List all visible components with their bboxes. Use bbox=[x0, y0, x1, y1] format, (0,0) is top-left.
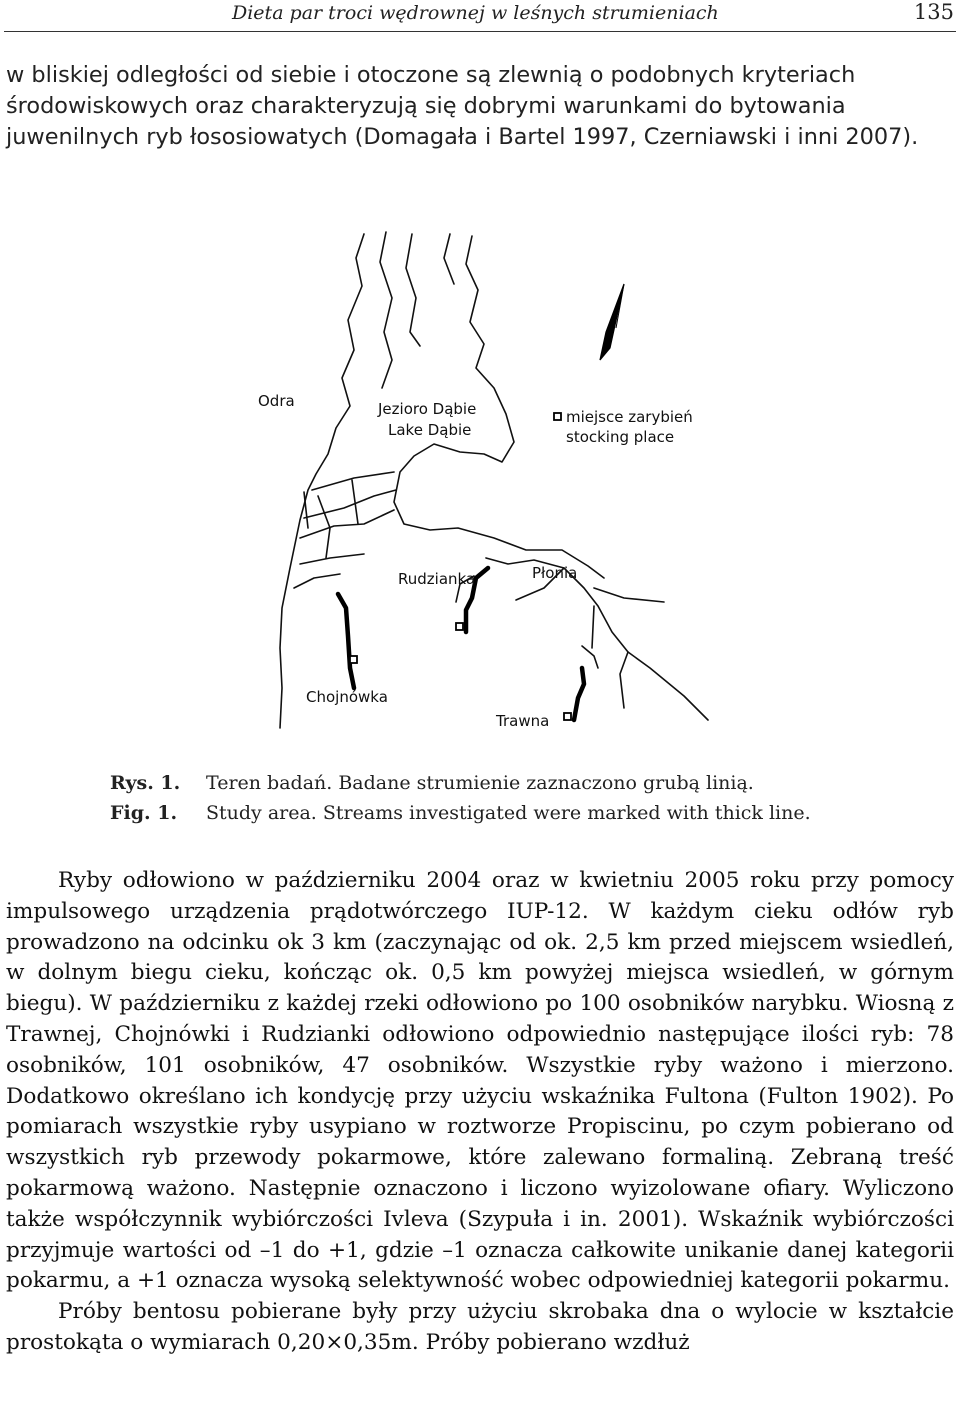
legend-label-en: stocking place bbox=[566, 428, 675, 446]
caption-row-pl bbox=[110, 768, 811, 798]
body-text bbox=[6, 866, 954, 1359]
river-bank-b bbox=[406, 234, 420, 346]
label-lake-pl: Jezioro Dąbie bbox=[378, 400, 477, 418]
running-title: Dieta par troci wędrownej w leśnych strumieniach bbox=[232, 2, 719, 24]
label-rudzianka: Rudzianka bbox=[398, 570, 476, 588]
header-rule bbox=[4, 31, 956, 32]
study-area-map bbox=[244, 228, 712, 738]
caption-row-en bbox=[110, 798, 811, 828]
label-plonia: Płonia bbox=[532, 564, 578, 582]
trawna-stream bbox=[574, 668, 584, 720]
figure-caption bbox=[110, 768, 811, 828]
caption-text-pl: Teren badań. Badane strumienie zaznaczono grubą linią. bbox=[206, 772, 754, 794]
page-number: 135 bbox=[913, 0, 954, 24]
stocking-marker-chojnowka bbox=[350, 656, 357, 663]
river-bank-a bbox=[380, 232, 392, 388]
chojnowka-stream bbox=[338, 594, 354, 688]
caption-text-en: Study area. Streams investigated were marked with thick line. bbox=[206, 802, 811, 824]
caption-label-en: Fig. 1. bbox=[110, 802, 178, 824]
body-paragraph-2: Próby bentosu pobierane były przy użyciu skrobaka dna o wylocie w kształcie prostokąta o wymiarach 0,20×0,35m. Próby pobierano wzdłuż bbox=[6, 1299, 954, 1355]
body-paragraph-1: Ryby odłowiono w październiku 2004 oraz w kwietniu 2005 roku przy pomocy impulsowego urządzenia prądotwórczego IUP-12. W każdym cieku odłów ryb prowadzono na odcinku ok 3 km (zaczynając od ok. 2,5 km przed miejscem wsiedleń, w dolnym biegu cieku, kończąc ok. 0,5 km powyżej miejsca wsiedleń, w górnym biegu). W październiku z każdej rzeki odłowiono po 100 osobników narybku. Wiosną z Trawnej, Chojnówki i Rudzianki odłowiono odpowiednio następujące ilości ryb: 78 osobników, 101 osobników, 47 osobników. Wszystkie ryby ważono i mierzono. Dodatkowo określano ich kondycję przy użyciu wskaźnika Fultona (Fulton 1902). Po pomiarach wszystkie ryby usypiano w roztworze Propiscinu, po czym pobierano od wszystkich ryb przewody pokarmowe, które zalewano formaliną. Zebraną treść pokarmową ważono. Następnie oznaczono i liczono wyizolowane ofiary. Wyliczono także współczynnik wybiórczości Ivleva (Szypuła i in. 2001). Wskaźnik wybiórczości przyjmuje wartości od –1 do +1, gdzie –1 oznacza całkowite unikanie danej kategorii pokarmu, a +1 oznacza wysoką selektywność wobec odpowiedniej kategorii pokarmu. bbox=[6, 868, 954, 1294]
stocking-marker-rudzianka bbox=[456, 623, 463, 630]
plonia-river bbox=[486, 558, 708, 720]
legend-label-pl: miejsce zarybień bbox=[566, 408, 693, 426]
stocking-marker-trawna bbox=[564, 713, 571, 720]
label-chojnowka: Chojnówka bbox=[306, 688, 388, 706]
north-arrow-icon bbox=[600, 284, 624, 360]
label-odra: Odra bbox=[258, 392, 295, 410]
label-lake-en: Lake Dąbie bbox=[388, 421, 472, 439]
page-header bbox=[0, 0, 960, 30]
trawna-upper bbox=[582, 646, 598, 668]
label-trawna: Trawna bbox=[496, 712, 550, 730]
river-bank-c bbox=[444, 234, 454, 284]
intro-paragraph: w bliskiej odległości od siebie i otoczone są zlewnią o podobnych kryteriach środowiskowych oraz charakteryzują się dobrymi warunkami do bytowania juwenilnych ryb łososiowatych (Domagała i Bartel 1997, Czerniawski i inni 2007). bbox=[6, 62, 919, 150]
caption-label-pl: Rys. 1. bbox=[110, 772, 181, 794]
legend-marker bbox=[554, 413, 561, 420]
